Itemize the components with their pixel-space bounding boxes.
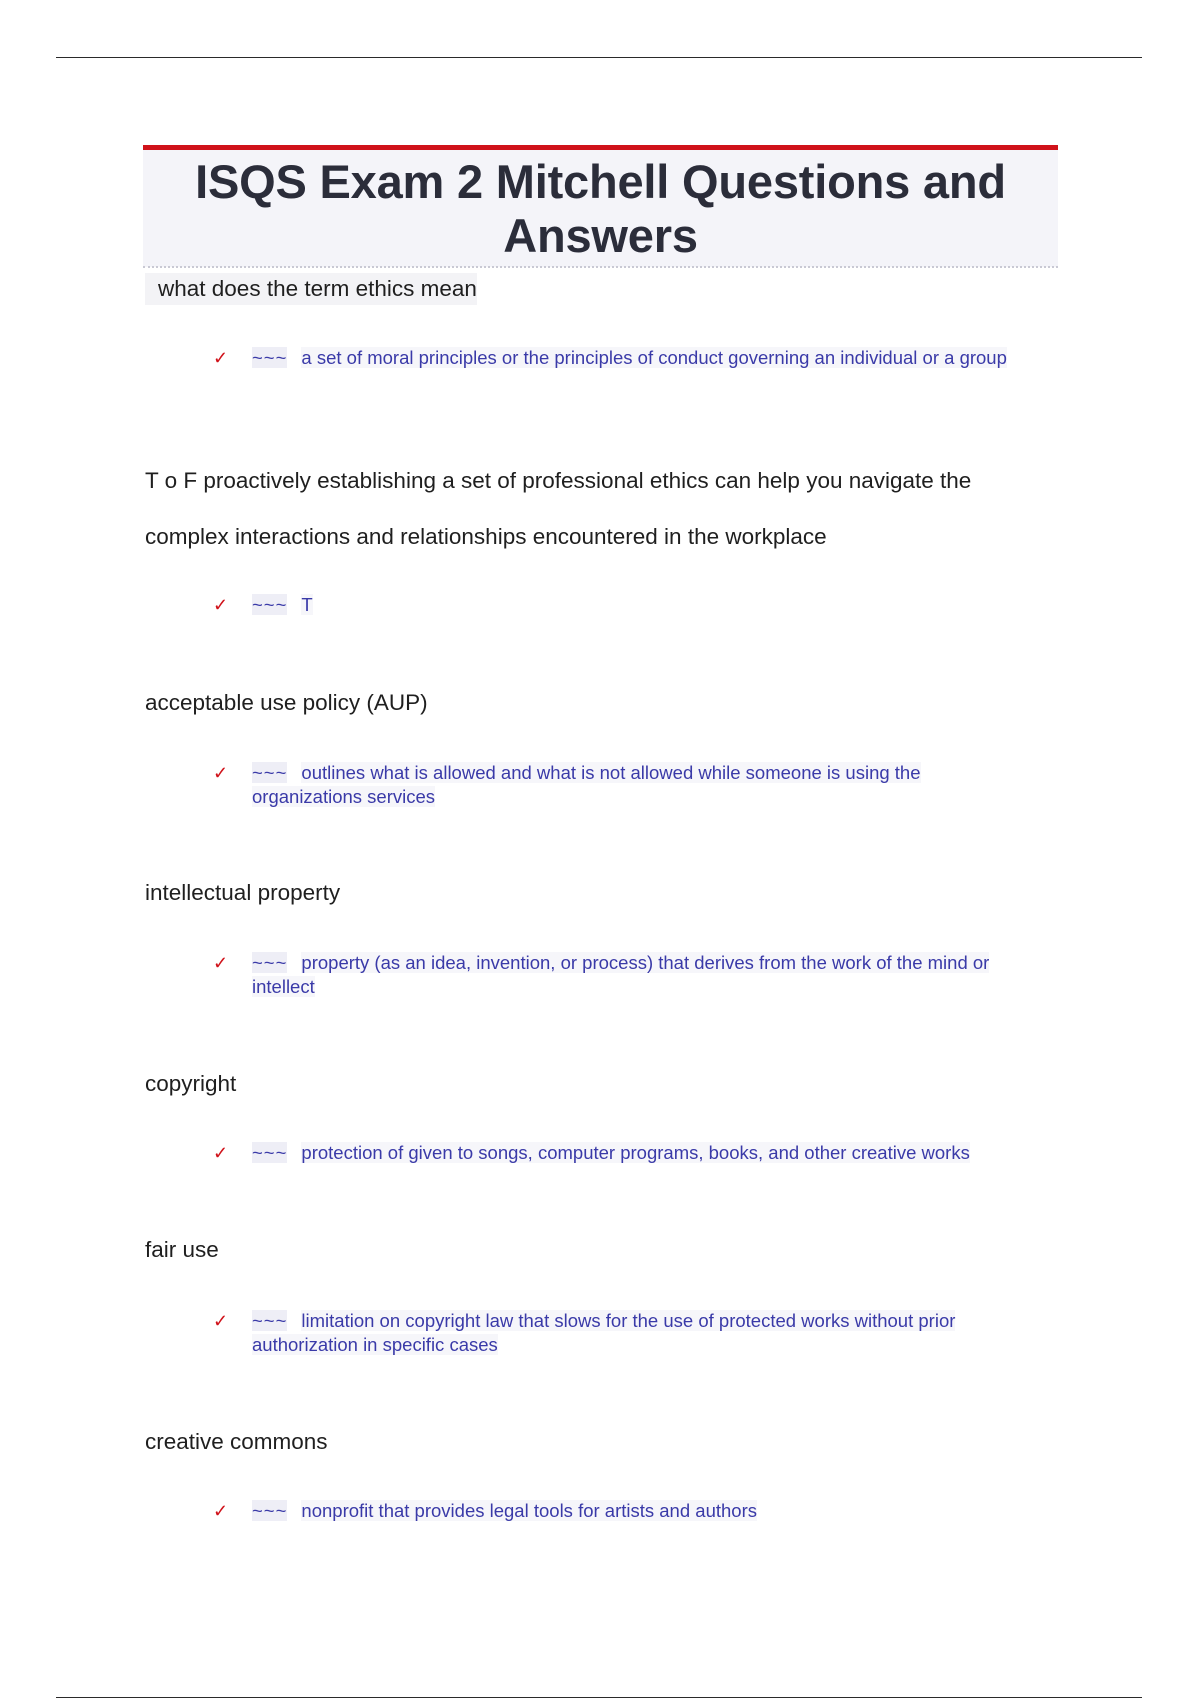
check-icon: ✓ (213, 348, 229, 368)
answer-prefix: ~~~ (252, 952, 288, 973)
answer-text: a set of moral principles or the principles of conduct governing an individual or a group (301, 347, 1007, 368)
question-4: intellectual property (145, 880, 341, 905)
check-icon: ✓ (213, 595, 229, 615)
answer-prefix: ~~~ (252, 762, 288, 783)
answer-text: T (301, 594, 313, 615)
check-icon: ✓ (213, 1143, 229, 1163)
answer-text: limitation on copyright law that slows for the use of protected works without prior authorization in specific cases (252, 1310, 956, 1355)
question-7: creative commons (145, 1429, 328, 1454)
answer-prefix: ~~~ (252, 1310, 288, 1331)
question-1: what does the term ethics mean (145, 273, 477, 305)
answer-prefix: ~~~ (252, 1142, 288, 1163)
check-icon: ✓ (213, 763, 229, 783)
title-banner (143, 145, 1058, 267)
page-top-rule (56, 57, 1142, 58)
check-icon: ✓ (213, 953, 229, 973)
page-bottom-rule (56, 1697, 1142, 1698)
answer-prefix: ~~~ (252, 1500, 288, 1521)
question-3: acceptable use policy (AUP) (145, 690, 428, 715)
question-5: copyright (145, 1071, 237, 1096)
answer-text: property (as an idea, invention, or process) that derives from the work of the mind or intellect (252, 952, 990, 997)
document-title: ISQS Exam 2 Mitchell Questions and Answers (195, 155, 1006, 262)
check-icon: ✓ (213, 1501, 229, 1521)
check-icon: ✓ (213, 1311, 229, 1331)
question-6: fair use (145, 1237, 219, 1262)
answer-text: nonprofit that provides legal tools for artists and authors (301, 1500, 757, 1521)
answer-prefix: ~~~ (252, 594, 288, 615)
answer-text: protection of given to songs, computer programs, books, and other creative works (301, 1142, 970, 1163)
answer-prefix: ~~~ (252, 347, 288, 368)
answer-text: outlines what is allowed and what is not allowed while someone is using the organizations services (252, 762, 921, 807)
question-2: T o F proactively establishing a set of professional ethics can help you navigate the complex interactions and relationships encountered in the workplace (145, 468, 972, 549)
